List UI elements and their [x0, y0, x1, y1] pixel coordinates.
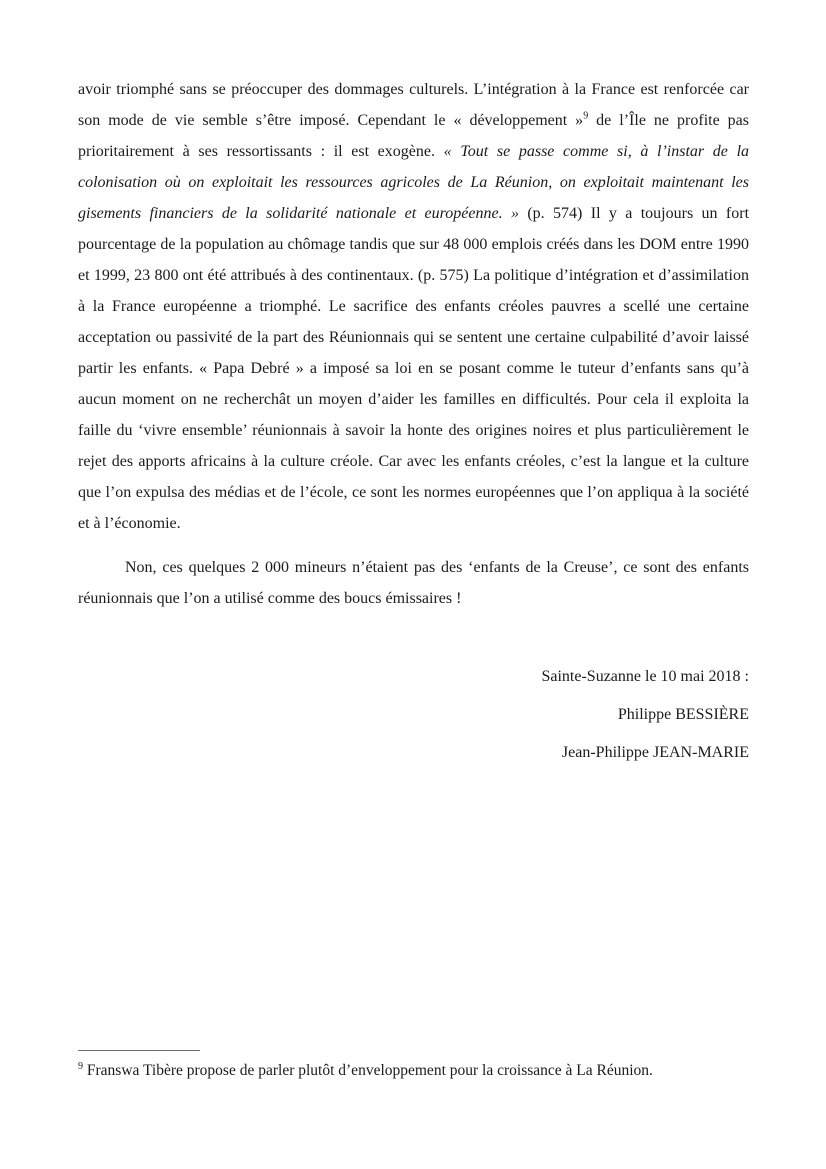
footnote-separator — [78, 1050, 200, 1051]
footnote-text — [78, 1060, 749, 1081]
quoted-citation: « Tout se passe comme si, à l’instar de la colonisation où on exploitait les ressources agricoles de La Réunion, on exploitait maintenant les gisements financiers de la solidarité nationale et européenne. » — [78, 143, 750, 222]
paragraph-main — [78, 74, 749, 539]
paragraph-main-text-start: avoir triomphé sans se préoccuper des dommages culturels. L’intégration à la France est renforcée car son mode de vie semble s’être imposé. Cependant le « développement » — [78, 81, 749, 129]
footnote-reference[interactable]: 9 — [583, 110, 589, 122]
footnote-marker: 9 — [78, 1060, 83, 1072]
author-name-1: Philippe BESSIÈRE — [617, 706, 749, 723]
date-place-line: Sainte-Suzanne le 10 mai 2018 : — [541, 668, 749, 685]
paragraph-main-text-end: (p. 574) Il y a toujours un fort pourcentage de la population au chômage tandis que sur 48 000 emplois créés dans les DOM entre 1990 et 1999, 23 800 ont été attribués à des continentaux. (p. 575) La politique d’intégration et d’assimilation à la France européenne a triomphé. Le sacrifice des enfants créoles pauvres a scellé une certaine acceptation ou passivité de la part des Réunionnais qui se sentent une certaine culpabilité d’avoir laissé partir les enfants. « Papa Debré » a imposé sa loi en se posant comme le tuteur d’enfants sans qu’à aucun moment on ne recherchât un moyen d’aider les familles en difficultés. Pour cela il exploita la faille du ‘vivre ensemble’ réunionnais à savoir la honte des origines noires et plus particulièrement le rejet des apports africains à la culture créole. Car avec les enfants créoles, c’est la langue et la culture que l’on expulsa des médias et de l’école, ce sont les normes européennes que l’on appliqua à la société et à l’économie. — [78, 205, 750, 532]
document-body — [78, 74, 749, 772]
author-name-2: Jean-Philippe JEAN-MARIE — [561, 744, 749, 761]
paragraph-conclusion: Non, ces quelques 2 000 mineurs n’étaient pas des ‘enfants de la Creuse’, ce sont des enfants réunionnais que l’on a utilisé comme des boucs émissaires ! — [78, 559, 749, 607]
footnote-body-text: Franswa Tibère propose de parler plutôt d’enveloppement pour la croissance à La Réunion. — [83, 1062, 653, 1079]
footnote-area — [78, 1050, 749, 1081]
paragraph-main-text-mid: de l’Île ne profite pas prioritairement à ses ressortissants : il est exogène. — [78, 112, 750, 160]
signature-block — [78, 658, 749, 772]
